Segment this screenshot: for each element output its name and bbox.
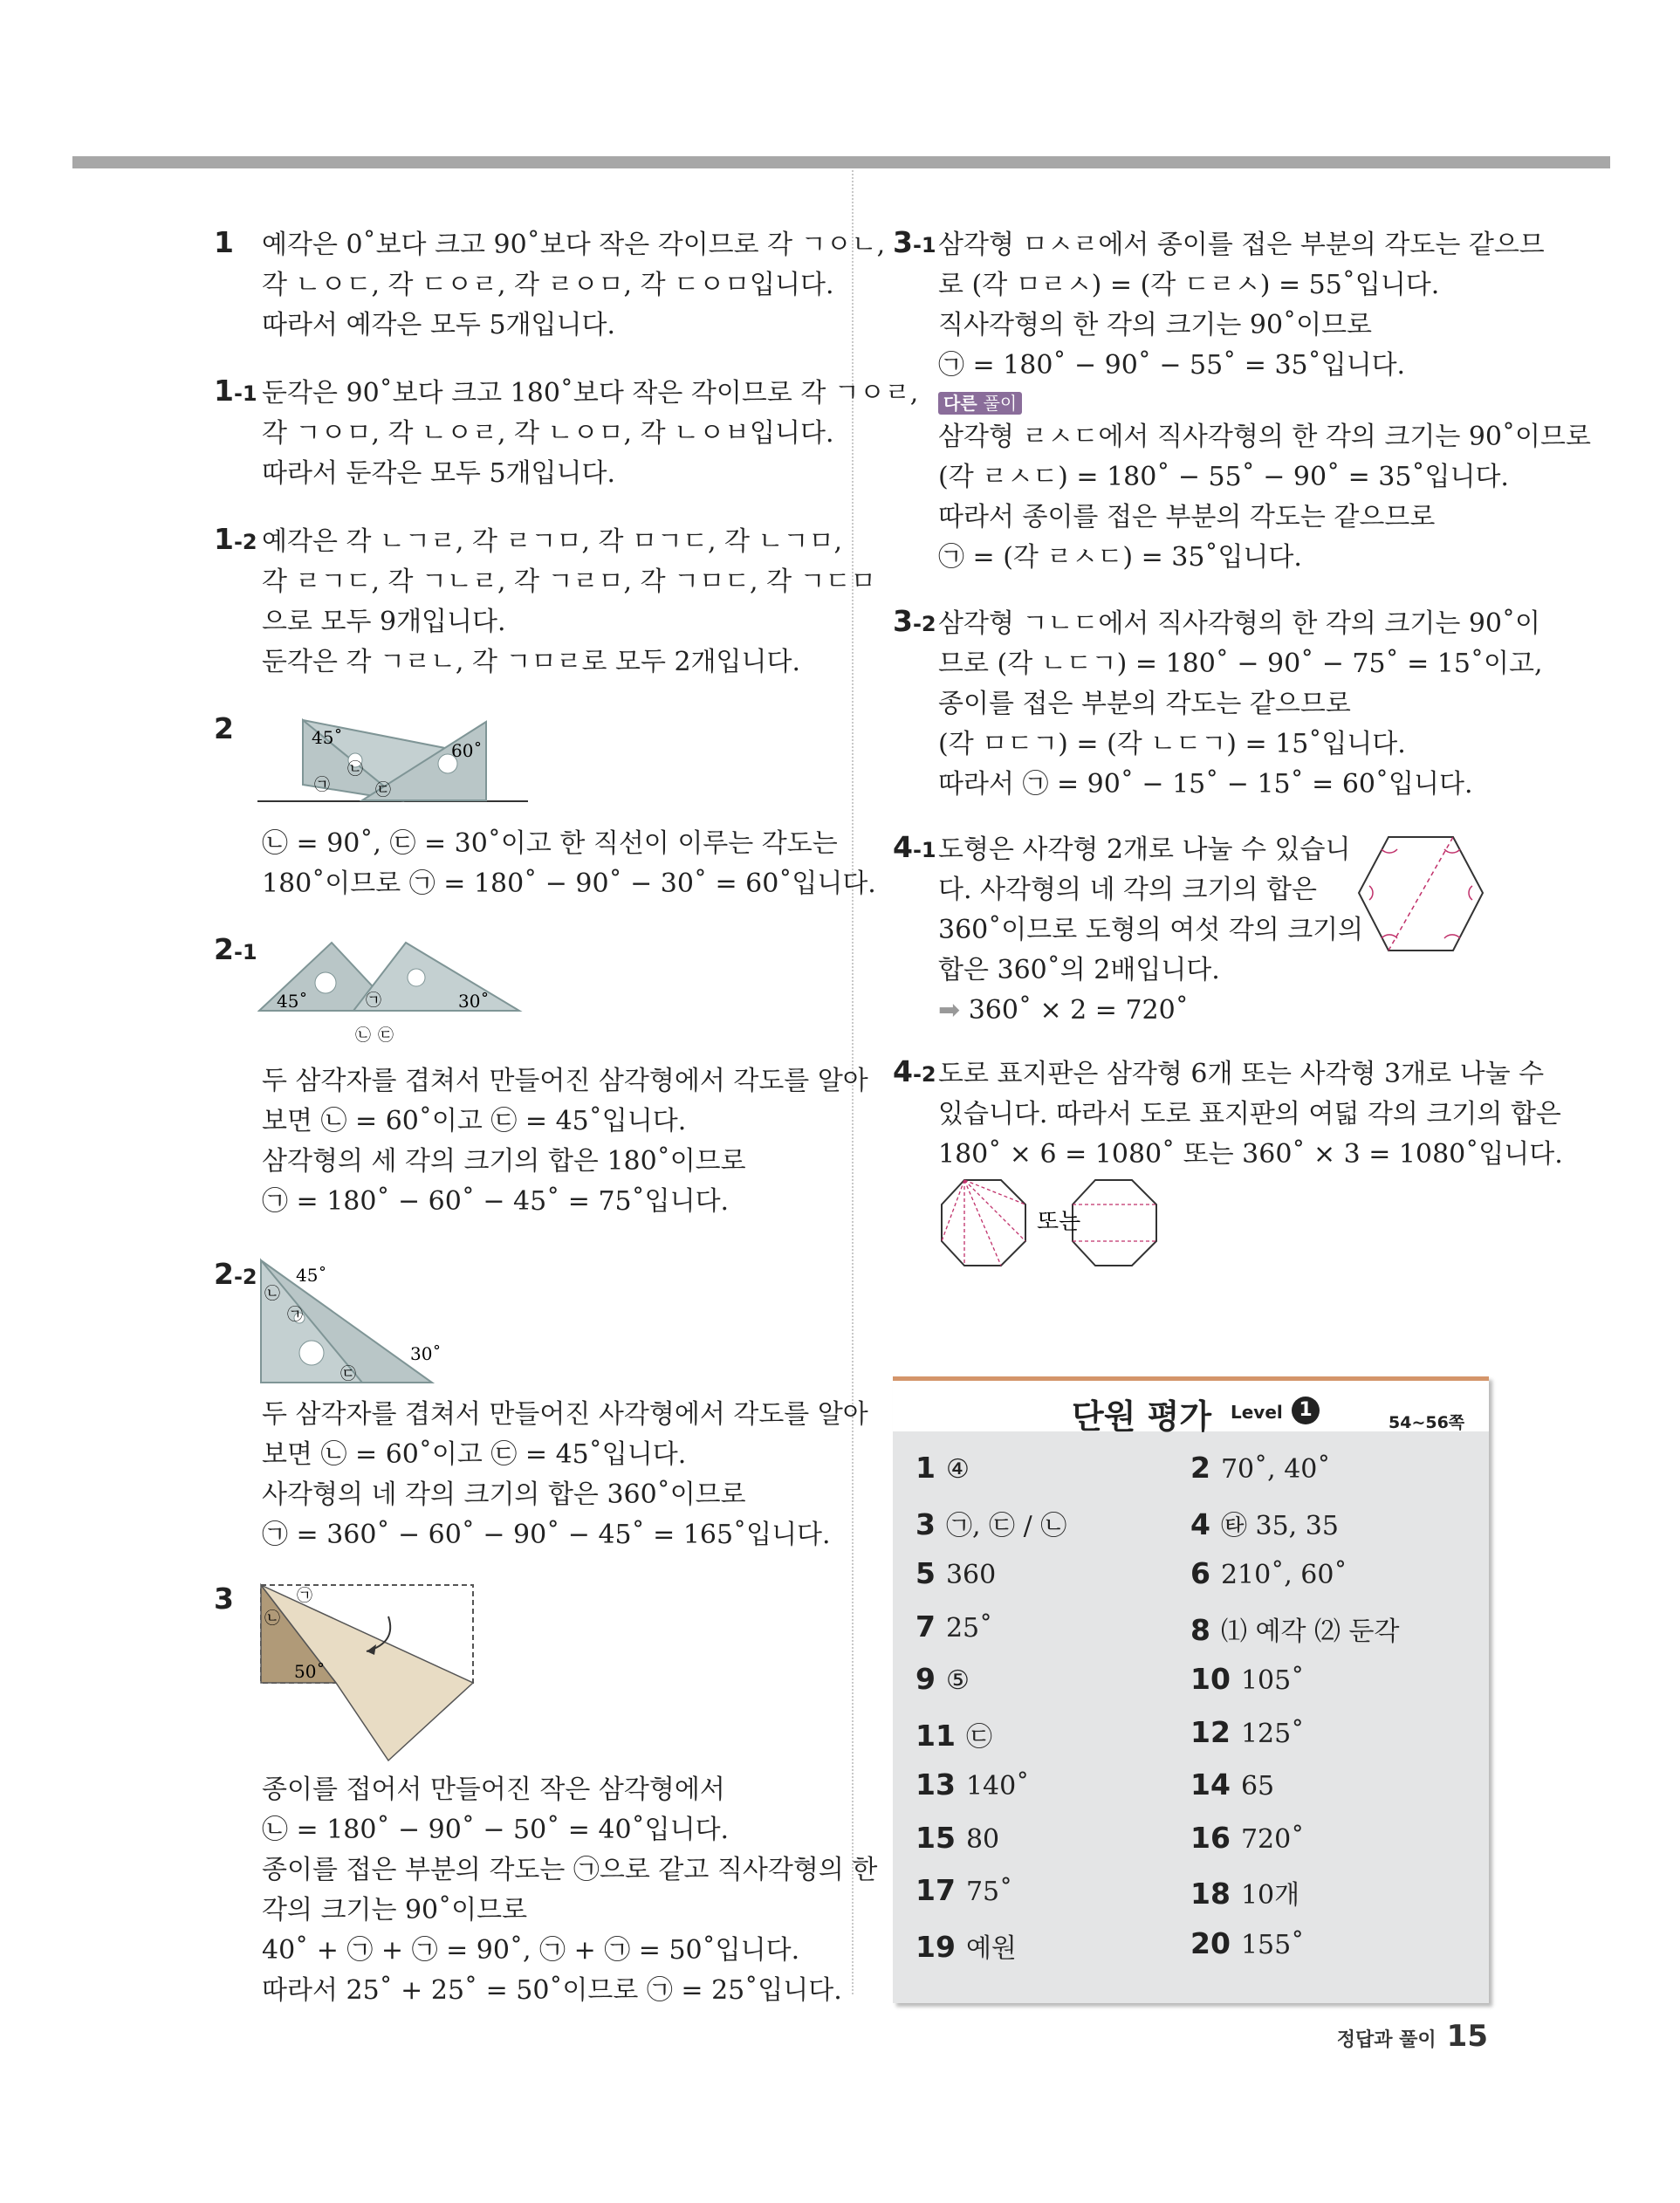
text-line: ㉠ = 180˚ − 60˚ − 45˚ = 75˚입니다. [262,1186,730,1217]
angle-label: 30˚ [458,991,490,1012]
text-line: 따라서 ㉠ = 90˚ − 15˚ − 15˚ = 60˚입니다. [938,769,1473,800]
answer-value: 25˚ [945,1612,993,1644]
answer-item [915,1926,1017,1965]
text-line: (각 ㅁㄷㄱ) = (각 ㄴㄷㄱ) = 15˚입니다. [938,729,1406,759]
answer-value: 140˚ [965,1771,1030,1802]
answer-value: ㉹ 35, 35 [1220,1510,1339,1541]
answer-number: 19 [915,1929,956,1964]
text-line: 직사각형의 한 각의 크기는 90˚이므로 [938,310,1373,340]
answer-value: ⑴ 예각 ⑵ 둔각 [1220,1616,1400,1647]
angle-marker: ㉢ [378,1026,394,1045]
problem-number: 2-2 [214,1257,257,1291]
answer-value: 210˚, 60˚ [1220,1560,1347,1590]
text-line: 따라서 종이를 접은 부분의 각도는 같으므로 [938,502,1436,532]
angle-label: 45˚ [296,1265,327,1286]
answer-item [915,1556,996,1590]
problem-number: 4-2 [893,1054,936,1088]
angle-marker: ㉡ [264,1285,280,1303]
problem-number: 3 [214,1582,234,1616]
text-line: 예각은 0˚보다 크고 90˚보다 작은 각이므로 각 ㄱㅇㄴ, [262,230,886,260]
answer-number: 10 [1190,1662,1231,1696]
octagon-figures [938,1177,1191,1269]
angle-marker: ㉡ [355,1026,371,1045]
answer-item [915,1715,992,1753]
text-line: 삼각형의 세 각의 크기의 합은 180˚이므로 [262,1146,746,1177]
text-line: 각 ㄹㄱㄷ, 각 ㄱㄴㄹ, 각 ㄱㄹㅁ, 각 ㄱㅁㄷ, 각 ㄱㄷㅁ [262,566,876,597]
answer-value: ㉠, ㉢ / ㉡ [945,1510,1067,1541]
level-label: Level [1231,1402,1283,1423]
solution-3-2 [938,604,1542,805]
text-line: 종이를 접은 부분의 각도는 같으므로 [938,689,1351,719]
text-line: 따라서 예각은 모두 5개입니다. [262,310,615,340]
answer-item [1190,1926,1304,1960]
text-line: 종이를 접어서 만들어진 작은 삼각형에서 [262,1774,725,1805]
text-line: 각의 크기는 90˚이므로 [262,1895,528,1925]
text-line: ㉡ = 180˚ − 90˚ − 50˚ = 40˚입니다. [262,1815,730,1845]
answer-value: 155˚ [1240,1929,1305,1960]
answer-value: 65 [1240,1771,1275,1802]
page-footer [1337,2019,1488,2054]
answer-number: 9 [915,1662,936,1696]
answer-item [915,1451,970,1485]
text-line: (각 ㄹㅅㄷ) = 180˚ − 55˚ − 90˚ = 35˚입니다. [938,462,1509,492]
answer-item [1190,1873,1299,1911]
text-line: 사각형의 네 각의 크기의 합은 360˚이므로 [262,1479,746,1510]
answer-item [915,1662,970,1696]
triangle-rulers-figure-2-2 [257,1257,458,1388]
page-range: 54~56쪽 [1389,1413,1465,1432]
answer-number: 2 [1190,1451,1210,1485]
answer-number: 15 [915,1820,956,1855]
angle-marker: ㉠ [366,992,381,1010]
text-line: 삼각형 ㄹㅅㄷ에서 직사각형의 한 각의 크기는 90˚이므로 [938,422,1591,452]
answer-item [1190,1715,1304,1749]
unit-evaluation-box [893,1376,1489,2003]
answer-number: 6 [1190,1556,1210,1590]
alt-solution-tag: 다른 풀이 [938,386,1591,417]
answer-number: 5 [915,1556,936,1590]
answer-number: 7 [915,1609,936,1644]
answer-number: 20 [1190,1925,1231,1960]
text-line: 합은 360˚의 2배입니다. [938,955,1220,985]
answer-item [915,1821,999,1855]
answer-number: 18 [1190,1877,1231,1911]
text-line: 로 (각 ㅁㄹㅅ) = (각 ㄷㄹㅅ) = 55˚입니다. [938,270,1440,300]
text-line: 보면 ㉡ = 60˚이고 ㉢ = 45˚입니다. [262,1439,687,1470]
answer-item [915,1609,992,1644]
problem-number: 1-2 [214,522,257,556]
answer-item [915,1504,1066,1542]
answer-item [915,1873,1012,1907]
text-line: 도형은 사각형 2개로 나눌 수 있습니 [938,834,1351,865]
answer-item [915,1767,1029,1802]
text-line: 따라서 둔각은 모두 5개입니다. [262,458,615,489]
solution-2 [262,824,876,904]
text-line: ㉡ = 90˚, ㉢ = 30˚이고 한 직선이 이루는 각도는 [262,828,838,859]
top-rule [72,156,1610,168]
solution-3-1 [938,225,1591,578]
footer-label: 정답과 풀이 [1336,2029,1437,2051]
solution-2-2 [262,1395,868,1555]
text-line: ㉠ = 180˚ − 90˚ − 55˚ = 35˚입니다. [938,350,1406,381]
result-line: ➡ 360˚ × 2 = 720˚ [938,995,1189,1026]
answer-value: 720˚ [1240,1823,1305,1855]
text-line: 180˚이므로 ㉠ = 180˚ − 90˚ − 30˚ = 60˚입니다. [262,868,876,899]
angle-marker: ㉠ [314,776,330,794]
answer-value: 10개 [1240,1880,1300,1911]
answer-item [1190,1767,1274,1802]
unit-evaluation-title: 단원 평가 [1072,1397,1212,1436]
folded-paper-figure-3 [257,1582,484,1765]
solution-1 [262,225,885,346]
answer-item [1190,1821,1304,1855]
problem-number: 1-1 [214,374,257,408]
text-line: 두 삼각자를 겹쳐서 만들어진 삼각형에서 각도를 알아 [262,1066,868,1096]
angle-marker: ㉡ [264,1609,280,1628]
answer-number: 14 [1190,1767,1231,1802]
solution-1-2 [262,522,876,683]
page-number: 15 [1446,2019,1488,2054]
angle-label: 30˚ [410,1343,442,1364]
answer-value: ④ [945,1454,970,1485]
answer-value: ⑤ [945,1665,970,1696]
text-line: 40˚ + ㉠ + ㉠ = 90˚, ㉠ + ㉠ = 50˚입니다. [262,1935,800,1966]
answer-item [1190,1451,1330,1485]
arrow-right-icon: ➡ [938,995,961,1026]
angle-label: 45˚ [277,991,308,1012]
hexagon-figure [1355,834,1486,956]
text-line: 180˚ × 6 = 1080˚ 또는 360˚ × 3 = 1080˚입니다. [938,1139,1563,1170]
angle-label: 50˚ [294,1661,326,1682]
problem-number: 4-1 [893,830,936,864]
answer-number: 16 [1190,1820,1231,1855]
solution-1-1 [262,374,918,494]
answer-item [1190,1609,1400,1648]
answer-number: 12 [1190,1714,1231,1749]
answer-value: 70˚, 40˚ [1220,1454,1331,1485]
answer-number: 17 [915,1873,956,1907]
text-line: 따라서 25˚ + 25˚ = 50˚이므로 ㉠ = 25˚입니다. [262,1975,842,2006]
text-line: 예각은 각 ㄴㄱㄹ, 각 ㄹㄱㅁ, 각 ㅁㄱㄷ, 각 ㄴㄱㅁ, [262,526,843,557]
problem-number: 2 [214,711,234,745]
text-line: 삼각형 ㄱㄴㄷ에서 직사각형의 한 각의 크기는 90˚이 [938,608,1540,639]
triangle-rulers-figure-2 [257,711,537,807]
answer-value: ㉢ [965,1721,992,1753]
text-line: ㉠ = (각 ㄹㅅㄷ) = 35˚입니다. [938,542,1302,573]
text-line: 둔각은 90˚보다 크고 180˚보다 작은 각이므로 각 ㄱㅇㄹ, [262,378,919,408]
unit-evaluation-header [893,1381,1489,1436]
text-line: 있습니다. 따라서 도로 표지판의 여덟 각의 크기의 합은 [938,1099,1561,1129]
problem-number: 2-1 [214,932,257,966]
text-line: 보면 ㉡ = 60˚이고 ㉢ = 45˚입니다. [262,1106,687,1136]
answer-number: 8 [1190,1612,1210,1647]
problem-number: 3-1 [893,225,936,259]
text-line: 종이를 접은 부분의 각도는 ㉠으로 같고 직사각형의 한 [262,1855,878,1885]
text-line: 도로 표지판은 삼각형 6개 또는 사각형 3개로 나눌 수 [938,1059,1545,1089]
answer-number: 11 [915,1718,956,1753]
angle-marker: ㉠ [297,1587,312,1605]
text-line: 둔각은 각 ㄱㄹㄴ, 각 ㄱㅁㄹ로 모두 2개입니다. [262,647,801,677]
answer-item [1190,1556,1347,1590]
angle-label: 45˚ [312,727,343,748]
text-line: 다. 사각형의 네 각의 크기의 합은 [938,875,1317,905]
text-line: 각 ㄱㅇㅁ, 각 ㄴㅇㄹ, 각 ㄴㅇㅁ, 각 ㄴㅇㅂ입니다. [262,418,834,449]
problem-number: 3-2 [893,604,936,638]
angle-marker: ㉡ [347,760,363,779]
answer-number: 13 [915,1767,956,1802]
solution-2-1 [262,1061,868,1222]
answer-value: 125˚ [1240,1718,1305,1749]
answer-value: 75˚ [965,1877,1013,1907]
triangle-rulers-figure-2-1 [257,932,528,1046]
answer-item [1190,1662,1304,1696]
answer-value: 360 [945,1560,997,1590]
answer-value: 예원 [965,1932,1017,1964]
text-line: ㉠ = 360˚ − 60˚ − 90˚ − 45˚ = 165˚입니다. [262,1520,831,1550]
problem-number: 1 [214,225,234,259]
answer-number: 1 [915,1451,936,1485]
text-line: 각 ㄴㅇㄷ, 각 ㄷㅇㄹ, 각 ㄹㅇㅁ, 각 ㄷㅇㅁ입니다. [262,270,834,300]
text-line: 360˚이므로 도형의 여섯 각의 크기의 [938,915,1364,945]
text-line: 므로 (각 ㄴㄷㄱ) = 180˚ − 90˚ − 75˚ = 15˚이고, [938,649,1543,679]
angle-marker: ㉢ [375,781,391,800]
text-line: 두 삼각자를 겹쳐서 만들어진 사각형에서 각도를 알아 [262,1399,868,1430]
answer-item [1190,1504,1339,1542]
angle-marker: ㉠ [287,1306,303,1324]
solution-4-2 [938,1054,1563,1175]
answer-value: 105˚ [1240,1665,1305,1696]
text-line: 삼각형 ㅁㅅㄹ에서 종이를 접은 부분의 각도는 같으므 [938,230,1545,260]
angle-label: 60˚ [451,740,483,761]
solution-4-1 [938,830,1363,1031]
text-line: 으로 모두 9개입니다. [262,607,506,637]
solution-3 [262,1770,877,2011]
angle-marker: ㉢ [340,1365,356,1383]
or-label: 또는 [1037,1209,1081,1235]
answer-number: 4 [1190,1506,1210,1541]
answer-value: 80 [965,1823,1000,1855]
answer-number: 3 [915,1506,936,1541]
level-number-badge: 1 [1292,1397,1320,1424]
